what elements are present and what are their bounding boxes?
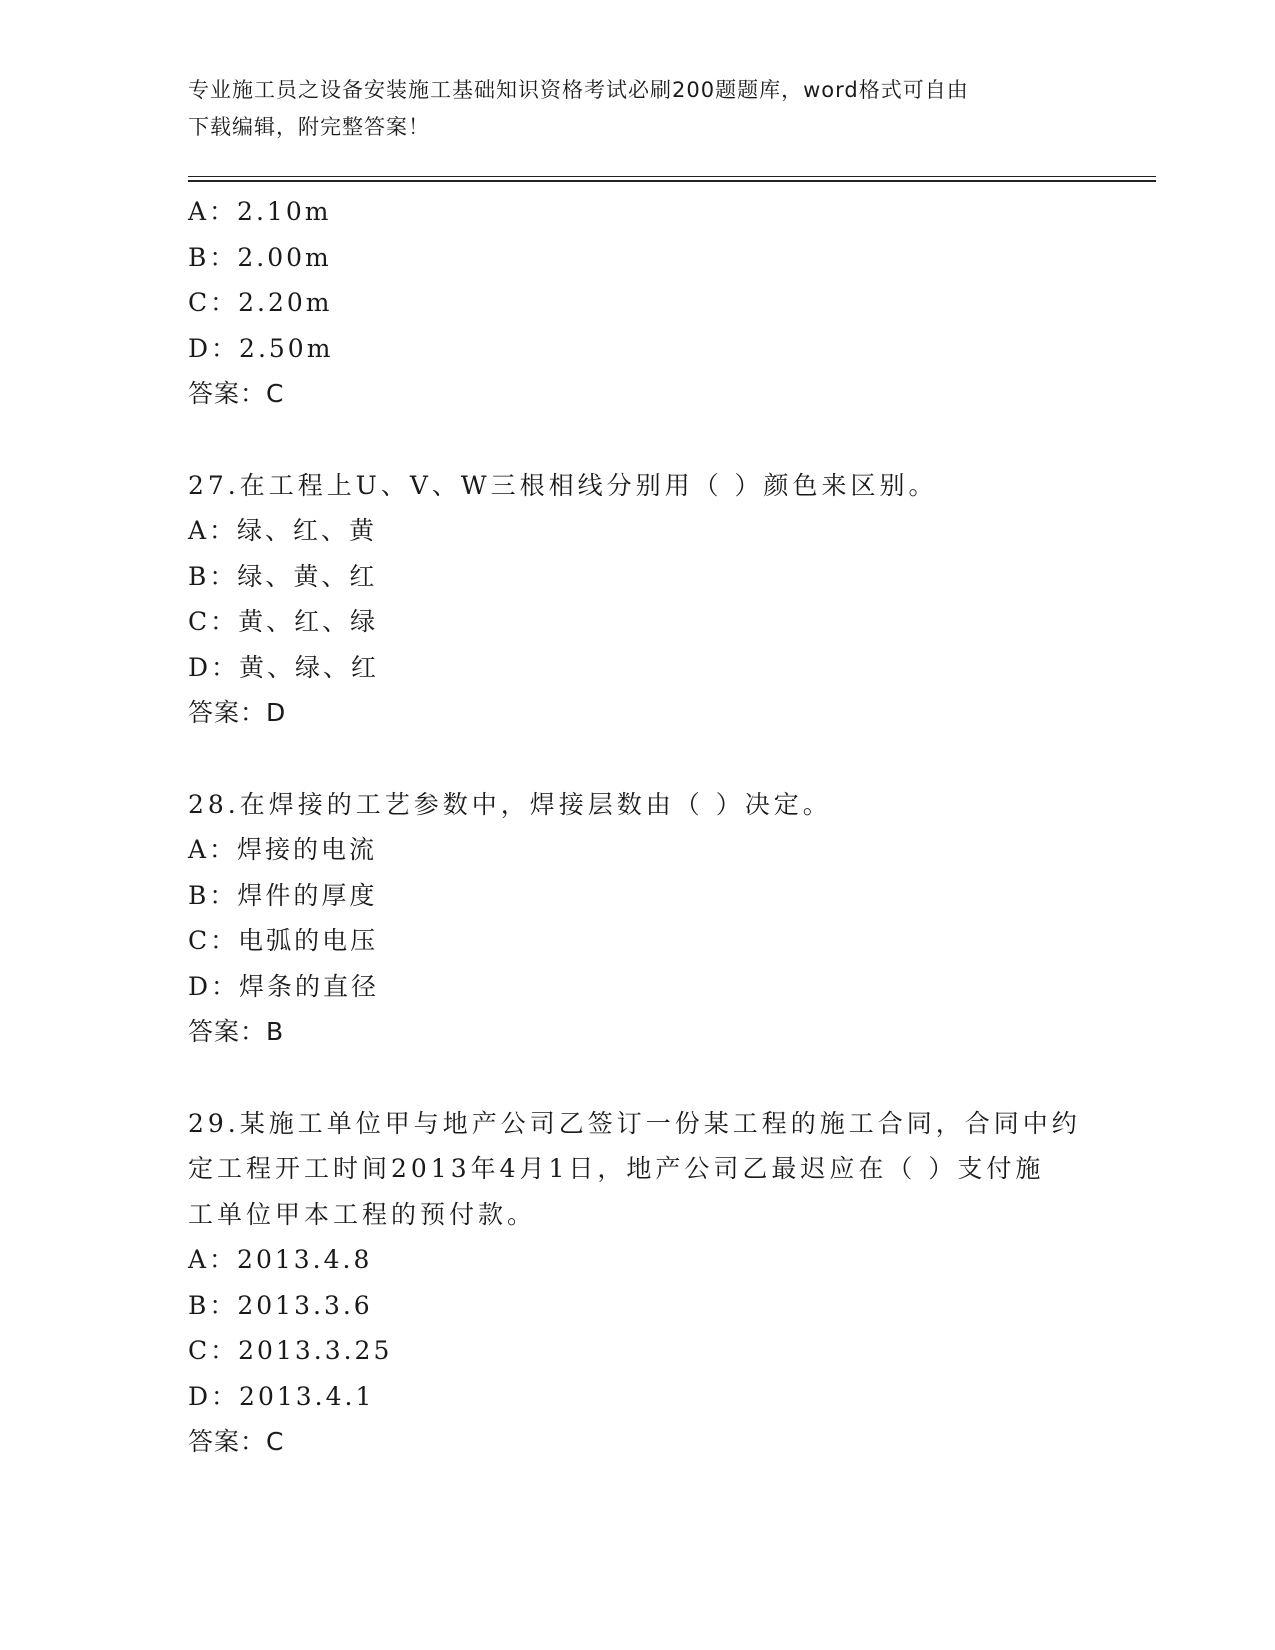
option-c: C：2013.3.25 — [188, 1336, 393, 1365]
question-block-prev — [188, 189, 1088, 417]
option-d: D：2.50m — [188, 333, 334, 363]
option-a: A：2.10m — [188, 197, 332, 226]
question-text-line: 28.在焊接的工艺参数中，焊接层数由（ ）决定。 — [188, 789, 832, 819]
answer-line: 答案：B — [188, 1017, 285, 1046]
question-text-line: 工单位甲本工程的预付款。 — [188, 1199, 537, 1229]
option-a: A：焊接的电流 — [188, 835, 378, 864]
header-divider-thin — [188, 176, 1156, 177]
question-block-27 — [188, 463, 1088, 736]
question-list — [188, 189, 1088, 1465]
answer-line: 答案：C — [188, 379, 285, 408]
option-b: B：2013.3.6 — [188, 1290, 373, 1320]
option-d: D：黄、绿、红 — [188, 652, 380, 682]
header-line-2: 下载编辑，附完整答案！ — [188, 115, 430, 139]
option-c: C：黄、红、绿 — [188, 607, 379, 636]
option-a: A：绿、红、黄 — [188, 516, 378, 545]
document-header — [188, 72, 1088, 146]
header-divider-thick — [188, 180, 1156, 182]
question-text — [188, 1101, 1088, 1238]
header-line-1: 专业施工员之设备安装施工基础知识资格考试必刷200题题库，word格式可自由 — [188, 78, 969, 102]
answer-line: 答案：C — [188, 1427, 285, 1456]
option-d: D：焊条的直径 — [188, 971, 380, 1001]
question-text — [188, 782, 1088, 828]
question-text-line: 27.在工程上U、V、W三根相线分别用（ ）颜色来区别。 — [188, 470, 938, 500]
question-block-29 — [188, 1101, 1088, 1465]
option-b: B：绿、黄、红 — [188, 561, 378, 591]
answer-line: 答案：D — [188, 698, 287, 727]
option-c: C：2.20m — [188, 288, 333, 317]
option-b: B：焊件的厚度 — [188, 880, 378, 910]
question-block-28 — [188, 782, 1088, 1055]
question-text-line: 定工程开工时间2013年4月1日，地产公司乙最迟应在（ ）支付施 — [188, 1154, 1045, 1183]
option-b: B：2.00m — [188, 242, 332, 272]
question-text-line: 29.某施工单位甲与地产公司乙签订一份某工程的施工合同，合同中约 — [188, 1108, 1081, 1138]
option-c: C：电弧的电压 — [188, 926, 379, 955]
option-a: A：2013.4.8 — [188, 1245, 373, 1274]
question-text — [188, 463, 1088, 509]
option-d: D：2013.4.1 — [188, 1381, 375, 1411]
